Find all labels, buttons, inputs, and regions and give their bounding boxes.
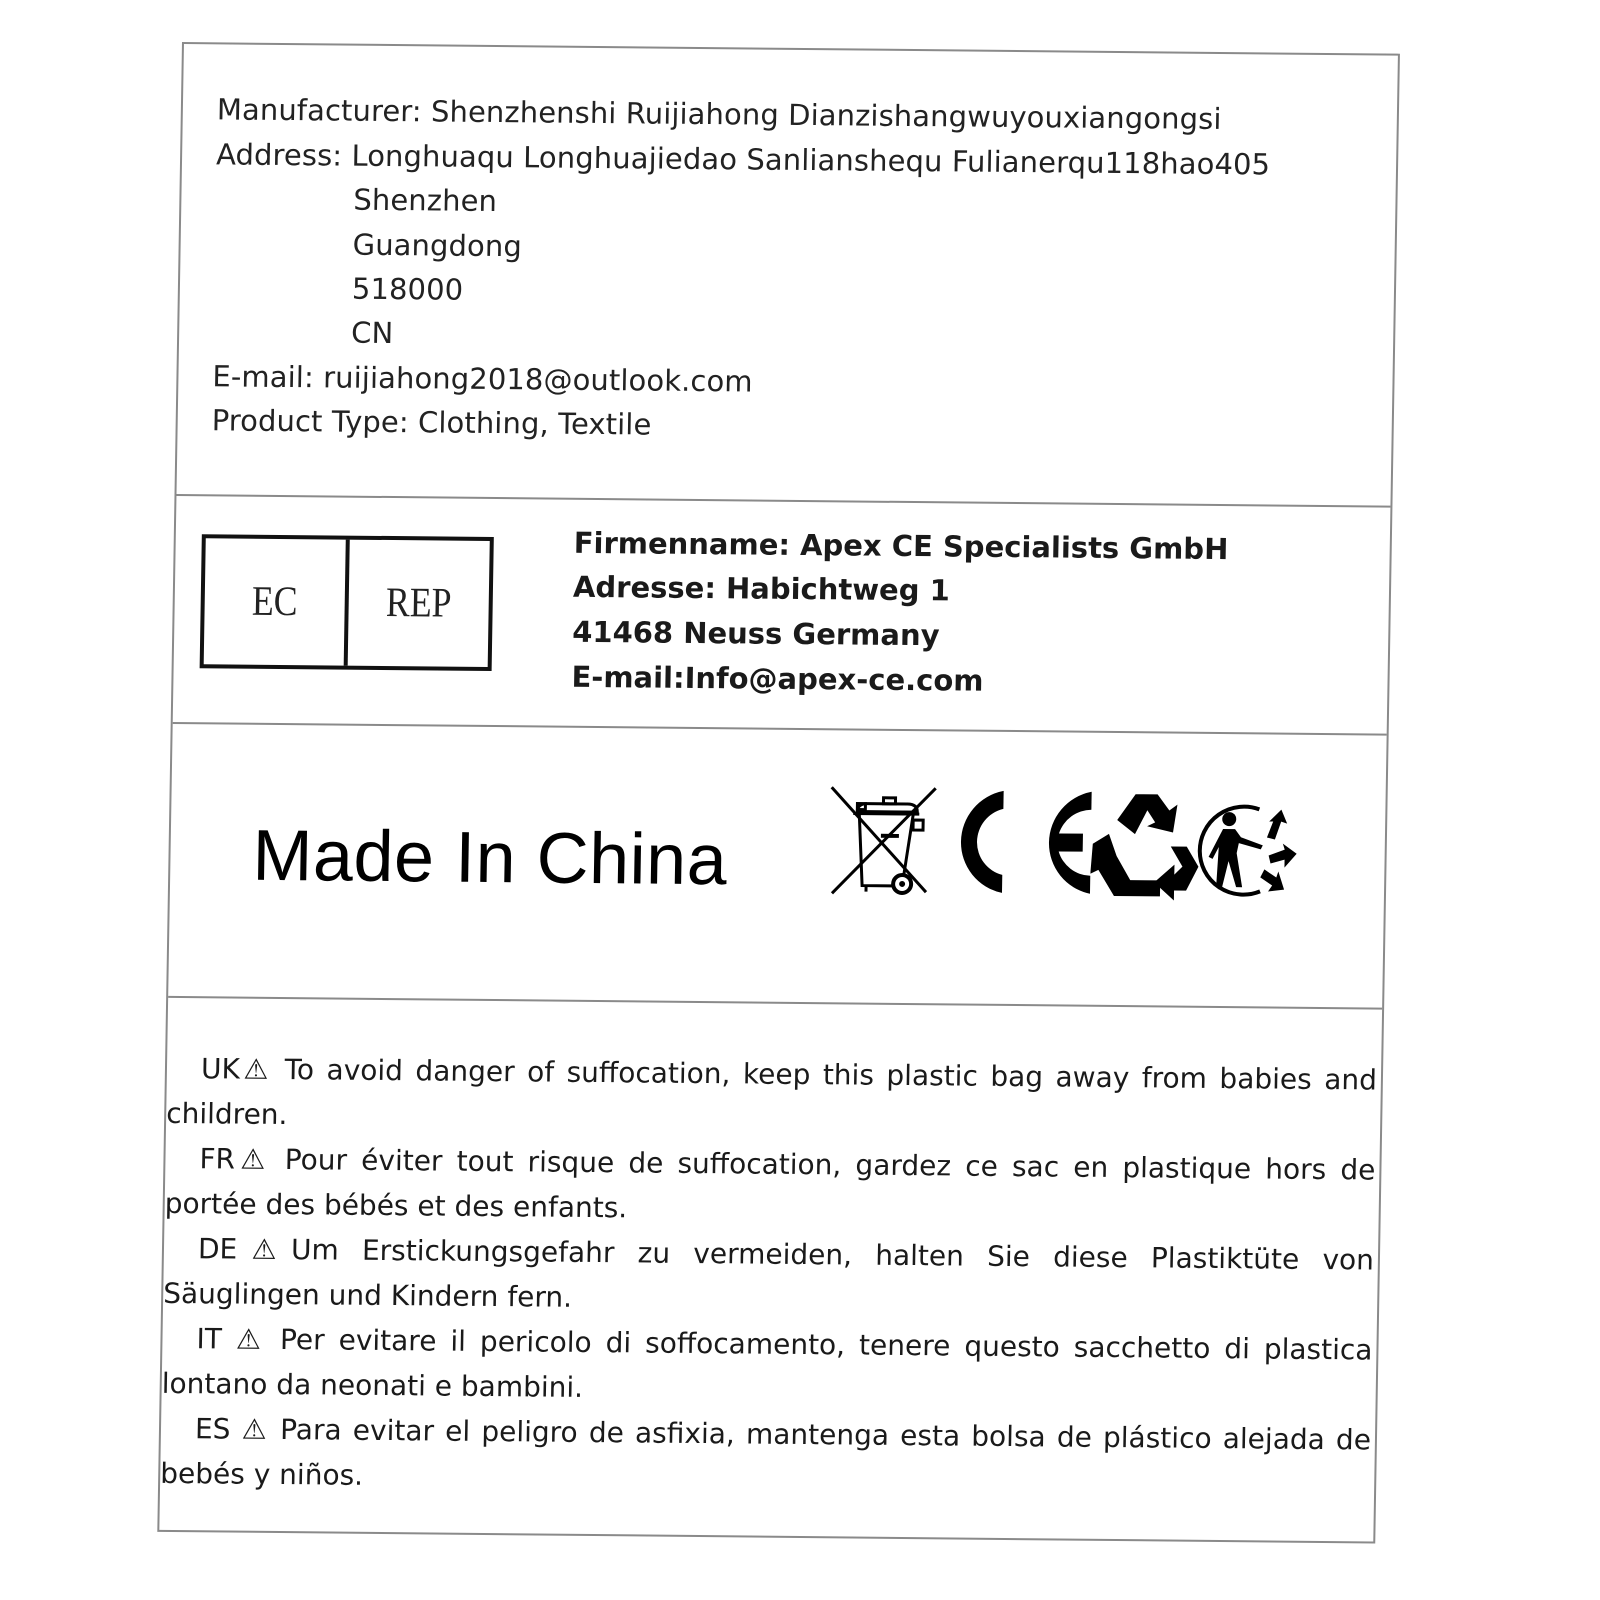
manufacturer-postcode: 518000 xyxy=(351,271,464,307)
manufacturer-country: CN xyxy=(350,315,394,351)
made-in-label: Made In China xyxy=(251,815,728,901)
warning-es xyxy=(160,1406,1375,1508)
compliance-symbols xyxy=(826,780,1298,904)
warning-fr xyxy=(164,1136,1379,1238)
warning-lang: IT xyxy=(196,1322,223,1356)
warning-de xyxy=(163,1226,1378,1328)
warning-text: Pour éviter tout risque de suffocation, gardez ce sac en plastique hors de portée des bébés et des enfants. xyxy=(164,1143,1376,1225)
manufacturer-address: Address: Longhuaqu Longhuajiedao Sanlianshequ Fulianerqu118hao405 xyxy=(215,137,1271,182)
manufacturer-section xyxy=(177,44,1398,506)
warning-uk xyxy=(166,1046,1381,1148)
warning-triangle-icon: ⚠ xyxy=(239,1052,273,1086)
tidyman-icon xyxy=(1196,786,1298,902)
ec-symbol-separator xyxy=(344,540,350,666)
warning-triangle-icon: ⚠ xyxy=(234,1142,271,1176)
weee-crossed-bin-icon xyxy=(826,783,938,899)
warning-text: Um Erstickungsgefahr zu vermeiden, halten Sie diese Plastiktüte von Säuglingen und Kindern fern. xyxy=(162,1233,1375,1314)
warning-text: Para evitar el peligro de asfixia, mantenga esta bolsa de plástico alejada de bebés y niños. xyxy=(159,1413,1372,1492)
warning-triangle-icon: ⚠ xyxy=(235,1322,267,1356)
manufacturer-province: Guangdong xyxy=(352,227,523,264)
warnings-section xyxy=(159,996,1382,1544)
warning-triangle-icon: ⚠ xyxy=(241,1412,270,1446)
ce-mark-icon xyxy=(942,784,1094,900)
ec-symbol-right: REP xyxy=(385,579,452,627)
product-type: Product Type: Clothing, Textile xyxy=(211,403,652,442)
warning-text: Per evitare il pericolo di soffocamento, tenere questo sacchetto di plastica lontano da neonati e bambini. xyxy=(161,1323,1373,1404)
warning-lang: DE xyxy=(197,1232,238,1266)
ec-rep-company: Firmenname: Apex CE Specialists GmbH xyxy=(573,525,1229,567)
manufacturer-email: E-mail: ruijiahong2018@outlook.com xyxy=(212,359,753,399)
warning-lang: FR xyxy=(199,1142,236,1176)
origin-section xyxy=(168,722,1386,1008)
ec-rep-email: E-mail:Info@apex-ce.com xyxy=(571,659,984,698)
ec-rep-city: 41468 Neuss Germany xyxy=(571,614,940,653)
ec-rep-section xyxy=(173,494,1391,734)
ec-rep-address: Adresse: Habichtweg 1 xyxy=(572,569,951,608)
ec-symbol-left: EC xyxy=(251,578,298,626)
warning-it xyxy=(161,1316,1376,1418)
recycle-icon xyxy=(1090,785,1202,901)
ec-rep-symbol xyxy=(200,534,494,671)
warning-text: To avoid danger of suffocation, keep this plastic bag away from babies and children. xyxy=(165,1053,1378,1132)
manufacturer-city: Shenzhen xyxy=(353,182,498,219)
warning-triangle-icon: ⚠ xyxy=(236,1232,292,1267)
warning-lang: ES xyxy=(194,1412,231,1446)
manufacturer-name: Manufacturer: Shenzhenshi Ruijiahong Dianzishangwuyouxiangongsi xyxy=(216,92,1222,136)
product-label xyxy=(157,42,1400,1544)
warning-lang: UK xyxy=(200,1052,241,1086)
